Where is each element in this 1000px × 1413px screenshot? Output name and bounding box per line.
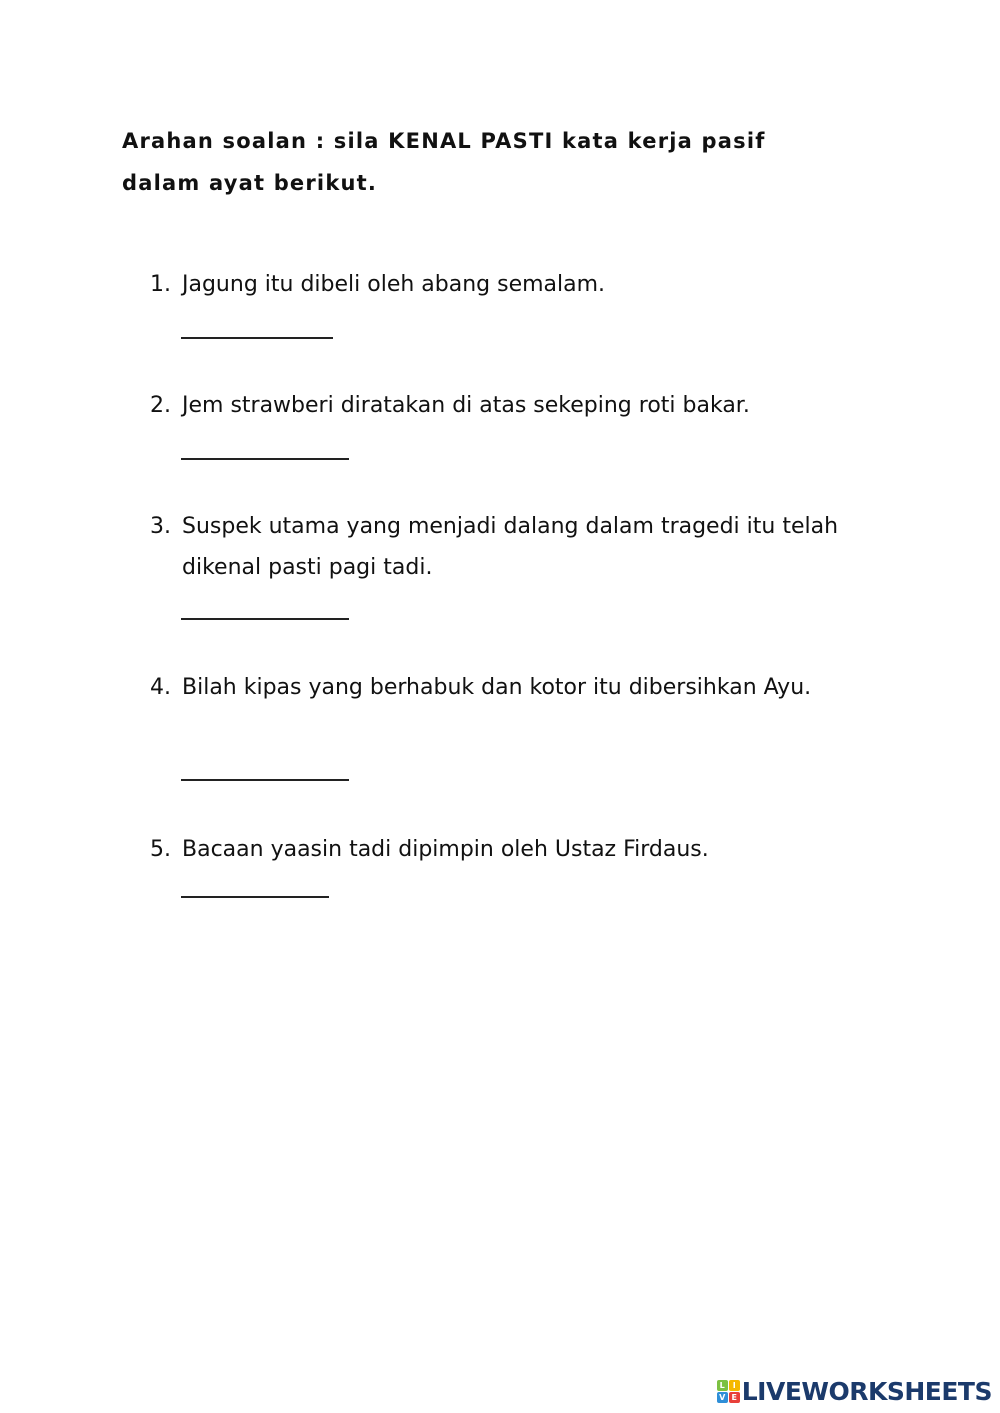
instruction-line-2: dalam ayat berikut. — [122, 171, 378, 195]
answer-blank-5[interactable] — [181, 896, 329, 898]
answer-blank-3[interactable] — [181, 618, 349, 620]
question-4 — [150, 667, 870, 708]
question-text: Jem strawberi diratakan di atas sekeping roti bakar. — [182, 393, 750, 418]
question-number: 4. — [150, 675, 171, 700]
instruction-heading — [122, 120, 862, 204]
answer-blank-2[interactable] — [181, 458, 349, 460]
question-text: Jagung itu dibeli oleh abang semalam. — [182, 272, 606, 297]
live-blocks-icon: L I V E — [717, 1380, 740, 1403]
question-number: 5. — [150, 837, 171, 862]
question-3 — [150, 506, 870, 588]
answer-blank-1[interactable] — [181, 337, 333, 339]
question-text: Suspek utama yang menjadi dalang dalam tragedi itu telah dikenal pasti pagi tadi. — [182, 514, 839, 580]
liveworksheets-logo — [717, 1377, 992, 1406]
question-1 — [150, 264, 870, 305]
question-number: 1. — [150, 272, 171, 297]
question-text: Bilah kipas yang berhabuk dan kotor itu dibersihkan Ayu. — [182, 675, 812, 700]
answer-blank-4[interactable] — [181, 779, 349, 781]
question-text: Bacaan yaasin tadi dipimpin oleh Ustaz Firdaus. — [182, 837, 709, 862]
question-number: 3. — [150, 514, 171, 539]
question-2 — [150, 385, 870, 426]
question-5 — [150, 829, 870, 870]
instruction-line-1: Arahan soalan : sila KENAL PASTI kata kerja pasif — [122, 129, 766, 153]
logo-text: LIVEWORKSHEETS — [741, 1377, 992, 1406]
question-number: 2. — [150, 393, 171, 418]
